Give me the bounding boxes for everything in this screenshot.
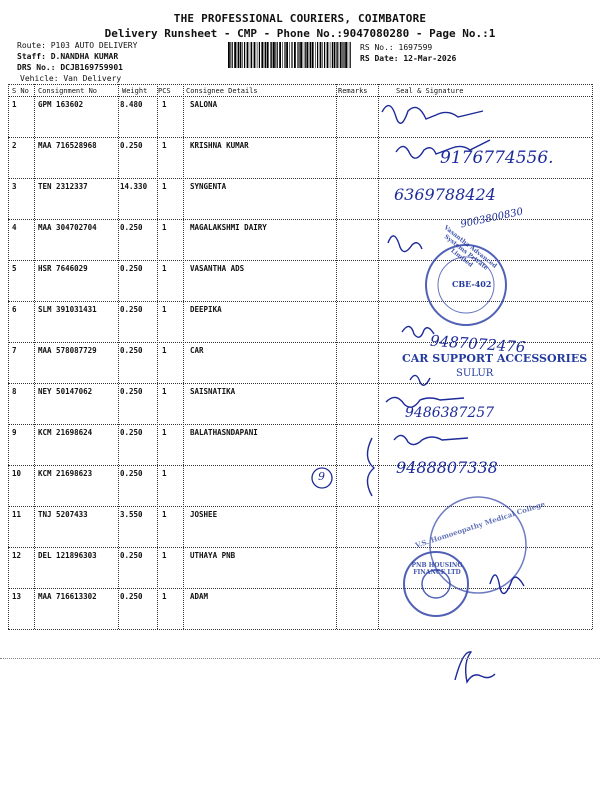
- cell-weight: 0.250: [120, 428, 143, 437]
- cell-consignee: SALONA: [190, 100, 218, 109]
- col-remarks-header: Remarks: [338, 87, 368, 95]
- barcode-bar: [282, 42, 283, 68]
- cell-consignee: UTHAYA PNB: [190, 551, 236, 560]
- cell-sno: 6: [12, 305, 17, 314]
- vehicle-text: Vehicle: Van Delivery: [20, 74, 122, 83]
- handwritten-phone-row2: 9176774556.: [440, 148, 554, 168]
- barcode-bar: [270, 42, 271, 68]
- col-weight-header: Weight: [122, 87, 148, 95]
- cell-consignee: VASANTHA ADS: [190, 264, 245, 273]
- rs-date-text: RS Date: 12-Mar-2026: [360, 54, 457, 63]
- cell-weight: 0.250: [120, 305, 143, 314]
- pnb-stamp-text: PNB HOUSING FINANCE LTD: [411, 562, 463, 576]
- rs-no-text: RS No.: 1697599: [360, 43, 433, 52]
- table-grid-line: [8, 96, 592, 97]
- table-grid-line: [34, 84, 35, 629]
- cell-pcs: 1: [162, 551, 167, 560]
- cell-consignee: ADAM: [190, 592, 209, 601]
- barcode-bar: [305, 42, 306, 68]
- cell-weight: 0.250: [120, 551, 143, 560]
- cell-pcs: 1: [162, 428, 167, 437]
- barcode-bar: [348, 42, 349, 68]
- barcode-bar: [279, 42, 281, 68]
- barcode-bar: [320, 42, 322, 68]
- handwritten-phone-row6: 9487072476: [429, 331, 526, 357]
- barcode-bar: [332, 42, 333, 68]
- barcode-bar: [271, 42, 272, 68]
- cell-weight: 0.250: [120, 346, 143, 355]
- barcode-bar: [297, 42, 298, 68]
- cell-consignment: MAA 716528968: [38, 141, 97, 150]
- cell-pcs: 1: [162, 182, 167, 191]
- cell-pcs: 1: [162, 592, 167, 601]
- barcode-bar: [330, 42, 331, 68]
- cell-weight: 0.250: [120, 264, 143, 273]
- table-grid-line: [8, 178, 592, 179]
- cell-consignee: KRISHNA KUMAR: [190, 141, 249, 150]
- barcode-bar: [324, 42, 325, 68]
- cell-consignment: NEY 50147062: [38, 387, 93, 396]
- barcode-bar: [265, 42, 266, 68]
- barcode-bar: [254, 42, 256, 68]
- col-pcs-header: PCS: [158, 87, 171, 95]
- staff-text: Staff: D.NANDHA KUMAR: [17, 52, 119, 61]
- drs-text: DRS No.: DCJB169759901: [17, 63, 123, 72]
- barcode-bar: [247, 42, 249, 68]
- barcode-bar: [261, 42, 263, 68]
- barcode-bar: [251, 42, 252, 68]
- barcode-bar: [240, 42, 242, 68]
- barcode-bar: [303, 42, 304, 68]
- cell-sno: 8: [12, 387, 17, 396]
- table-grid-line: [183, 84, 184, 629]
- cell-weight: 0.250: [120, 223, 143, 232]
- barcode-bar: [257, 42, 258, 68]
- handwritten-phone-row3: 6369788424: [394, 185, 496, 204]
- cell-pcs: 1: [162, 305, 167, 314]
- barcode-bar: [322, 42, 323, 68]
- table-grid-line: [8, 260, 592, 261]
- barcode-bar: [250, 42, 251, 68]
- cell-consignee: JOSHEE: [190, 510, 218, 519]
- vasantha-stamp-text: Vasantha Advanced Systems Private Limited: [442, 224, 499, 272]
- barcode-bar: [340, 42, 342, 68]
- barcode-bar: [259, 42, 260, 68]
- cell-consignment: MAA 304702704: [38, 223, 97, 232]
- cell-consignment: TNJ 5207433: [38, 510, 88, 519]
- cell-consignment: GPM 163602: [38, 100, 84, 109]
- col-consignee-header: Consignee Details: [186, 87, 258, 95]
- cell-consignment: KCM 21698623: [38, 469, 93, 478]
- cell-sno: 5: [12, 264, 17, 273]
- cell-pcs: 1: [162, 346, 167, 355]
- barcode-bar: [337, 42, 338, 68]
- cell-consignment: SLM 391031431: [38, 305, 97, 314]
- barcode-bar: [237, 42, 238, 68]
- cell-sno: 1: [12, 100, 17, 109]
- bottom-divider: [0, 658, 600, 659]
- table-grid-line: [8, 588, 592, 589]
- col-sno-header: S No: [12, 87, 29, 95]
- cell-pcs: 1: [162, 264, 167, 273]
- cell-consignee: MAGALAKSHMI DAIRY: [190, 223, 267, 232]
- handwritten-phone-row9: 9488807338: [396, 458, 498, 477]
- vasantha-stamp-code: CBE-402: [452, 279, 492, 289]
- cell-consignment: HSR 7646029: [38, 264, 88, 273]
- barcode-bar: [230, 42, 231, 68]
- cell-weight: 0.250: [120, 592, 143, 601]
- company-title: THE PROFESSIONAL COURIERS, COIMBATORE: [173, 12, 427, 25]
- table-grid-line: [8, 547, 592, 548]
- barcode-bar: [242, 42, 243, 68]
- cell-sno: 3: [12, 182, 17, 191]
- table-grid-line: [8, 629, 592, 630]
- cell-weight: 14.330: [120, 182, 148, 191]
- barcode-bar: [291, 42, 292, 68]
- barcode-bar: [317, 42, 318, 68]
- cell-weight: 0.250: [120, 141, 143, 150]
- runsheet-title: Delivery Runsheet - CMP - Phone No.:9047080280 - Page No.:1: [104, 27, 496, 40]
- barcode-bar: [264, 42, 265, 68]
- cell-consignee: SYNGENTA: [190, 182, 227, 191]
- barcode-bar: [284, 42, 285, 68]
- table-grid-line: [336, 84, 337, 629]
- barcode-bar: [306, 42, 308, 68]
- cell-sno: 9: [12, 428, 17, 437]
- cell-pcs: 1: [162, 223, 167, 232]
- cell-pcs: 1: [162, 387, 167, 396]
- cell-consignment: KCM 21698624: [38, 428, 93, 437]
- table-grid-line: [8, 84, 9, 629]
- barcode-bar: [244, 42, 245, 68]
- barcode-bar: [336, 42, 337, 68]
- barcode-bar: [289, 42, 290, 68]
- barcode-bar: [228, 42, 230, 68]
- cell-consignment: TEN 2312337: [38, 182, 88, 191]
- barcode-bar: [345, 42, 347, 68]
- cell-weight: 0.250: [120, 387, 143, 396]
- cell-consignee: DEEPIKA: [190, 305, 222, 314]
- table-grid-line: [592, 84, 593, 629]
- barcode-bar: [267, 42, 269, 68]
- car-support-stamp: CAR SUPPORT ACCESSORIES: [402, 352, 588, 365]
- table-grid-line: [378, 84, 379, 629]
- table-grid-line: [8, 383, 592, 384]
- cell-sno: 13: [12, 592, 22, 601]
- col-consignment-header: Consignment No: [38, 87, 98, 95]
- cell-weight: 8.480: [120, 100, 143, 109]
- route-text: Route: P103 AUTO DELIVERY: [17, 41, 138, 50]
- table-grid-line: [8, 465, 592, 466]
- handwritten-phone-row8: 9486387257: [405, 405, 495, 421]
- barcode-bar: [300, 42, 302, 68]
- barcode-bar: [342, 42, 343, 68]
- barcode-bar: [238, 42, 239, 68]
- homoeo-stamp-text: V.S. Homoeopathy Medical College: [413, 499, 547, 550]
- cell-pcs: 1: [162, 100, 167, 109]
- barcode-image: [228, 42, 352, 68]
- cell-consignment: MAA 578087729: [38, 346, 97, 355]
- cell-sno: 11: [12, 510, 22, 519]
- cell-weight: 0.250: [120, 469, 143, 478]
- cell-weight: 3.550: [120, 510, 143, 519]
- cell-consignment: DEL 121896303: [38, 551, 97, 560]
- handwritten-phone-row4: 9003800830: [459, 206, 525, 231]
- barcode-bar: [286, 42, 288, 68]
- cell-consignment: MAA 716613302: [38, 592, 97, 601]
- cell-sno: 10: [12, 469, 22, 478]
- barcode-bar: [327, 42, 329, 68]
- cell-sno: 7: [12, 346, 17, 355]
- cell-consignee: CAR: [190, 346, 204, 355]
- table-grid-line: [8, 424, 592, 425]
- cell-consignee: BALATHASNDAPANI: [190, 428, 258, 437]
- table-grid-line: [8, 506, 592, 507]
- circled-number: 9: [318, 470, 325, 483]
- barcode-bar: [294, 42, 296, 68]
- barcode-bar: [298, 42, 299, 68]
- barcode-bar: [275, 42, 276, 68]
- cell-sno: 2: [12, 141, 17, 150]
- table-grid-line: [8, 84, 592, 85]
- barcode-bar: [309, 42, 310, 68]
- cell-sno: 12: [12, 551, 22, 560]
- table-grid-line: [8, 137, 592, 138]
- barcode-bar: [277, 42, 278, 68]
- barcode-bar: [315, 42, 316, 68]
- barcode-bar: [232, 42, 233, 68]
- cell-pcs: 1: [162, 510, 167, 519]
- barcode-bar: [310, 42, 311, 68]
- barcode-bar: [343, 42, 344, 68]
- cell-pcs: 1: [162, 141, 167, 150]
- cell-consignee: SAISNATIKA: [190, 387, 236, 396]
- barcode-bar: [334, 42, 336, 68]
- table-grid-line: [8, 301, 592, 302]
- barcode-bar: [273, 42, 275, 68]
- barcode-bar: [234, 42, 236, 68]
- barcode-bar: [312, 42, 314, 68]
- table-grid-line: [157, 84, 158, 629]
- table-grid-line: [118, 84, 119, 629]
- cell-sno: 4: [12, 223, 17, 232]
- col-seal-header: Seal & Signature: [396, 87, 464, 95]
- barcode-bar: [350, 42, 351, 68]
- sulur-stamp: SULUR: [456, 368, 494, 379]
- cell-pcs: 1: [162, 469, 167, 478]
